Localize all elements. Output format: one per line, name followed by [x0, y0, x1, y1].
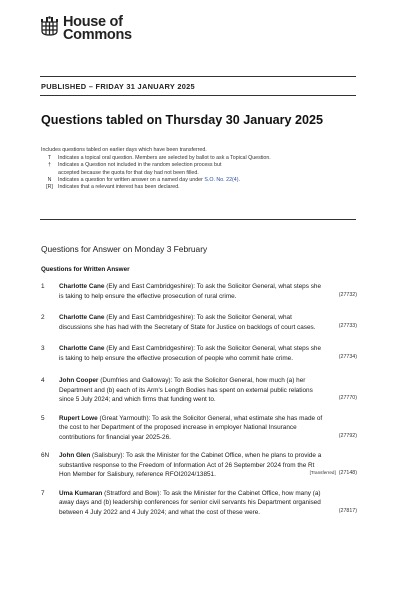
- legend-text: Indicates a topical oral question. Members are selected by ballot to ask a Topical Question.: [58, 155, 271, 161]
- question-number: 2: [41, 314, 45, 321]
- question-reference: [336, 393, 357, 404]
- legend-symbol: T: [47, 155, 52, 161]
- legend-row-interest: [41, 184, 351, 191]
- reference-number: (27734): [338, 353, 357, 360]
- reference-number: (27148): [338, 470, 357, 476]
- question-text: To ask the Solicitor General, what steps she is taking to help ensure the effective prosecution of rural crime.: [59, 283, 322, 300]
- reference-number: (27732): [338, 291, 357, 298]
- legend-symbol: †: [48, 162, 51, 169]
- question-body: [59, 489, 325, 518]
- legend-text: Indicates that a relevant interest has been declared.: [58, 184, 180, 191]
- member-name: Uma Kumaran: [59, 489, 103, 497]
- question-item: [41, 489, 357, 518]
- legend-row-topical: [41, 155, 351, 162]
- legend-text: [58, 177, 351, 184]
- house-of-commons-logo: [40, 16, 132, 42]
- question-number: 6N: [41, 452, 50, 459]
- constituency: (Dumfries and Galloway):: [98, 377, 174, 384]
- constituency: (Stratford and Bow):: [102, 489, 163, 497]
- question-body: [59, 313, 325, 332]
- legend-symbol: N: [47, 176, 52, 183]
- question-number: 4: [41, 377, 45, 384]
- reference-number: (27792): [338, 432, 357, 439]
- logo-line-1: House of: [63, 14, 123, 30]
- question-item: [41, 376, 357, 405]
- member-name: Charlotte Cane: [59, 283, 105, 290]
- question-text: To ask the Solicitor General, what discussions she has had with the Secretary of State for Justice on backlogs of court cases.: [59, 314, 316, 331]
- member-name: Rupert Lowe: [59, 414, 98, 422]
- published-date: PUBLISHED – FRIDAY 31 JANUARY 2025: [41, 82, 195, 91]
- sub-heading: Questions for Written Answer: [41, 266, 130, 273]
- question-body: [59, 282, 325, 301]
- question-reference: [336, 506, 357, 517]
- question-number: 5: [41, 414, 45, 422]
- published-rule: [40, 95, 356, 96]
- question-reference: [336, 352, 357, 363]
- legend-row-quota: [41, 162, 351, 177]
- reference-number: (27770): [338, 395, 357, 401]
- constituency: (Ely and East Cambridgeshire):: [104, 345, 197, 352]
- reference-number: (27733): [338, 322, 357, 329]
- question-list: [41, 282, 357, 517]
- standing-order-link[interactable]: S.O. No. 22(4): [204, 176, 239, 183]
- question-number: 3: [41, 345, 45, 352]
- legend-text-before: Indicates a question for written answer on a named day under: [58, 176, 205, 183]
- symbol-legend: [41, 155, 351, 191]
- question-reference: [336, 290, 357, 301]
- question-body: [59, 344, 325, 363]
- question-text: To ask the Minister for the Cabinet Office, how many (a) away days and (b) leadership conferences for senior civil servants his Department organised between 4 July 2022 and 4 July 2024; and what the cost of these were.: [59, 489, 321, 516]
- section-heading: Questions for Answer on Monday 3 February: [41, 244, 208, 254]
- page-title: Questions tabled on Thursday 30 January 2025: [41, 113, 324, 127]
- question-reference: [336, 321, 357, 332]
- legend-text: Indicates a Question not included in the random selection process but accepted because the quota for that day had not been filled.: [58, 162, 222, 176]
- constituency: (Great Yarmouth):: [97, 414, 153, 422]
- question-body: [59, 414, 325, 443]
- question-number: 7: [41, 489, 45, 497]
- question-number: 1: [41, 283, 45, 290]
- legend-text-after: .: [238, 176, 240, 183]
- reference-number: (27817): [338, 507, 357, 514]
- question-text: To ask the Solicitor General, what estimate she has made of the cost to her Department of the proposed increase in employer National Insurance contributions for financial year 2025-26.: [59, 414, 323, 441]
- question-text: To ask the Solicitor General, how much (a) her Department and (b) each of its Arm's Length Bodies has spent on external public relations since 5 July 2024; and which firms that funding went to.: [59, 377, 313, 403]
- legend-row-named-day: [41, 177, 351, 184]
- question-body: [59, 451, 325, 480]
- member-name: Charlotte Cane: [59, 314, 105, 321]
- legend-symbol: [R]: [46, 184, 53, 191]
- logo-wordmark: [63, 16, 132, 42]
- question-reference: [310, 468, 357, 479]
- constituency: (Salisbury):: [90, 452, 127, 459]
- member-name: John Glen: [59, 452, 91, 459]
- constituency: (Ely and East Cambridgeshire):: [104, 314, 197, 321]
- member-name: Charlotte Cane: [59, 345, 105, 352]
- top-rule: [40, 76, 356, 77]
- question-text: To ask the Solicitor General, what steps she is taking to help ensure the effective prosecution of people who commit hate crime.: [59, 345, 322, 362]
- logo-line-2: Commons: [63, 27, 132, 43]
- question-body: [59, 376, 325, 405]
- question-item: [41, 282, 357, 301]
- constituency: (Ely and East Cambridgeshire):: [104, 283, 197, 290]
- portcullis-icon: [40, 16, 59, 36]
- question-text: To ask the Minister for the Cabinet Office, when he plans to provide a substantive response to the Freedom of Information Act of 26 September 2024 from the Rt Hon Member for Salisbury, reference RFOI2024/13851.: [59, 452, 322, 478]
- question-item: [41, 344, 357, 363]
- member-name: John Cooper: [59, 377, 99, 384]
- intro-note: Includes questions tabled on earlier days which have been transferred.: [41, 147, 207, 153]
- question-item: [41, 313, 357, 332]
- question-reference: [336, 431, 357, 442]
- question-item: [41, 451, 357, 480]
- question-flag: [Transferred]: [309, 470, 336, 475]
- legend-rule: [40, 219, 356, 220]
- question-item: [41, 414, 357, 443]
